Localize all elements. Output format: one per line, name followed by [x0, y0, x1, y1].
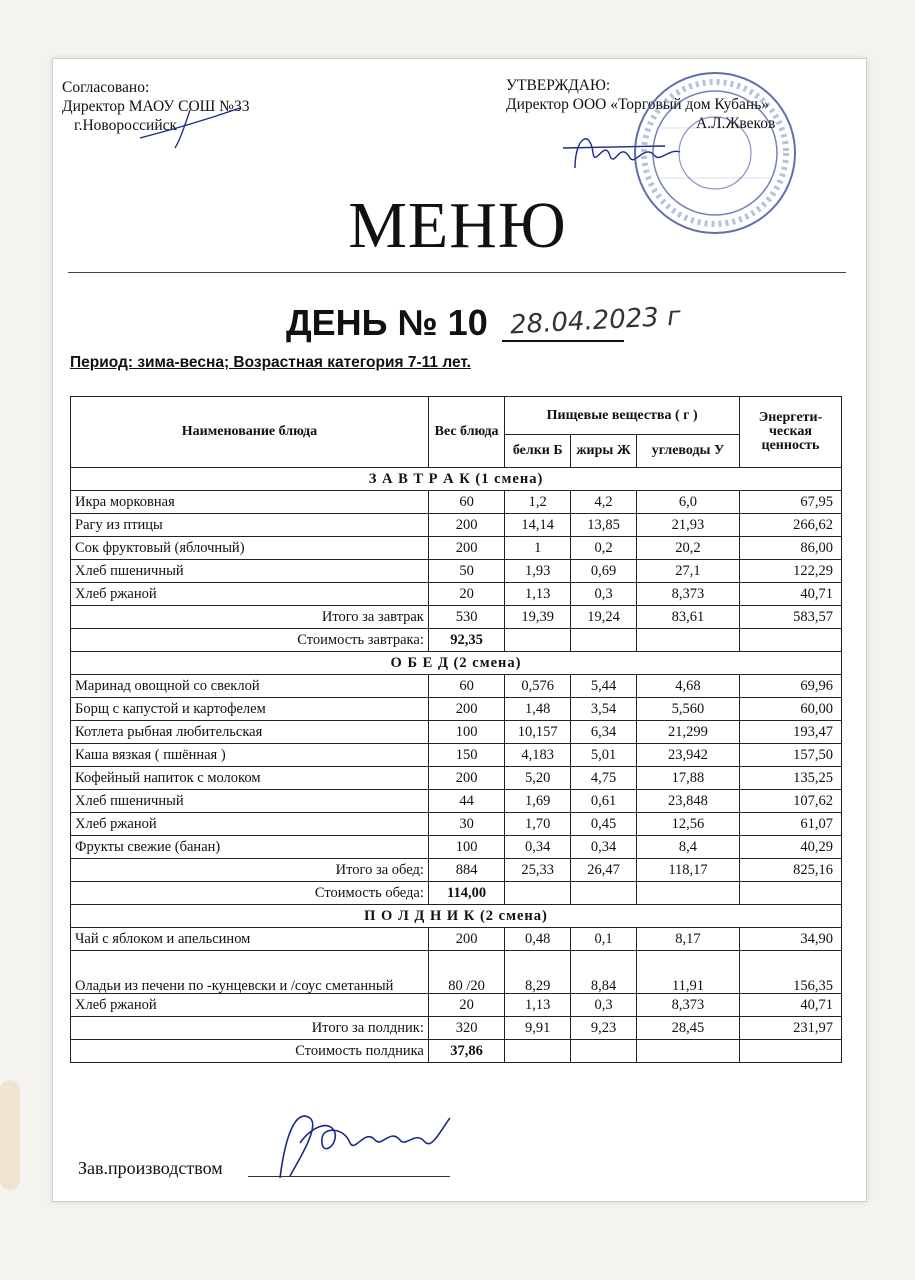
cell-value: 0,45	[571, 813, 637, 836]
empty-cell	[505, 629, 571, 652]
cell-value: 1,13	[505, 583, 571, 606]
cell-value: 135,25	[740, 767, 842, 790]
table-row	[71, 560, 842, 583]
snack-section-title: П О Л Д Н И К (2 смена)	[71, 905, 842, 928]
dish-name: Сок фруктовый (яблочный)	[71, 537, 429, 560]
empty-cell	[636, 1040, 739, 1063]
total-value: 25,33	[505, 859, 571, 882]
cell-value: 0,48	[505, 928, 571, 951]
empty-cell	[505, 882, 571, 905]
total-label: Итого за полдник:	[71, 1017, 429, 1040]
cell-value: 60	[428, 491, 504, 514]
cell-value: 21,93	[636, 514, 739, 537]
col-header-fat: жиры Ж	[571, 435, 637, 468]
page-title: МЕНЮ	[348, 189, 567, 262]
snack-total-row	[71, 1017, 842, 1040]
total-value: 19,39	[505, 606, 571, 629]
cost-label: Стоимость обеда:	[71, 882, 429, 905]
dish-name: Фрукты свежие (банан)	[71, 836, 429, 859]
cell-value: 5,44	[571, 675, 637, 698]
cell-value: 86,00	[740, 537, 842, 560]
dish-name: Хлеб ржаной	[71, 813, 429, 836]
total-value: 28,45	[636, 1017, 739, 1040]
breakfast-cost-row	[71, 629, 842, 652]
empty-cell	[505, 1040, 571, 1063]
footer-label: Зав.производством	[78, 1158, 223, 1178]
snack-section-row	[71, 905, 842, 928]
cell-value: 107,62	[740, 790, 842, 813]
empty-cell	[571, 1040, 637, 1063]
cell-value: 30	[428, 813, 504, 836]
cell-value: 8,84	[571, 951, 637, 994]
table-row	[71, 994, 842, 1017]
cell-value: 20	[428, 583, 504, 606]
left-signature	[130, 100, 260, 150]
cost-label: Стоимость полдника	[71, 1040, 429, 1063]
cost-label: Стоимость завтрака:	[71, 629, 429, 652]
cell-value: 100	[428, 836, 504, 859]
cost-value: 37,86	[428, 1040, 504, 1063]
cell-value: 4,75	[571, 767, 637, 790]
cell-value: 156,35	[740, 951, 842, 994]
header-row	[71, 397, 842, 435]
dish-name: Икра морковная	[71, 491, 429, 514]
title-divider	[68, 272, 846, 273]
col-header-nutrients: Пищевые вещества ( г )	[505, 397, 740, 435]
table-row	[71, 583, 842, 606]
empty-cell	[571, 882, 637, 905]
cell-value: 23,942	[636, 744, 739, 767]
footer-signature-line	[248, 1176, 450, 1177]
total-value: 320	[428, 1017, 504, 1040]
breakfast-total-row	[71, 606, 842, 629]
cell-value: 0,2	[571, 537, 637, 560]
cell-value: 44	[428, 790, 504, 813]
empty-cell	[571, 629, 637, 652]
table-row	[71, 767, 842, 790]
dish-name: Рагу из птицы	[71, 514, 429, 537]
dish-name: Хлеб пшеничный	[71, 560, 429, 583]
cell-value: 0,69	[571, 560, 637, 583]
cell-value: 13,85	[571, 514, 637, 537]
cell-value: 8,17	[636, 928, 739, 951]
cell-value: 200	[428, 537, 504, 560]
table-row	[71, 491, 842, 514]
col-header-energy: Энергети-ческая ценность	[740, 397, 842, 468]
cell-value: 50	[428, 560, 504, 583]
cell-value: 8,373	[636, 994, 739, 1017]
cell-value: 0,576	[505, 675, 571, 698]
cell-value: 40,71	[740, 994, 842, 1017]
table-row	[71, 928, 842, 951]
dish-name: Чай с яблоком и апельсином	[71, 928, 429, 951]
cell-value: 200	[428, 928, 504, 951]
snack-cost-row	[71, 1040, 842, 1063]
cell-value: 61,07	[740, 813, 842, 836]
cell-value: 17,88	[636, 767, 739, 790]
col-header-name: Наименование блюда	[71, 397, 429, 468]
cell-value: 0,3	[571, 583, 637, 606]
table-row	[71, 744, 842, 767]
approval-right-line3: А.Л.Жвеков	[696, 115, 776, 132]
cell-value: 4,68	[636, 675, 739, 698]
total-value: 884	[428, 859, 504, 882]
cell-value: 0,34	[505, 836, 571, 859]
cell-value: 10,157	[505, 721, 571, 744]
cell-value: 200	[428, 514, 504, 537]
total-label: Итого за завтрак	[71, 606, 429, 629]
cell-value: 67,95	[740, 491, 842, 514]
cell-value: 150	[428, 744, 504, 767]
cell-value: 20	[428, 994, 504, 1017]
approval-right-line2: Директор ООО «Торговый дом Кубань»	[506, 96, 770, 113]
cell-value: 40,29	[740, 836, 842, 859]
table-row	[71, 675, 842, 698]
cell-value: 11,91	[636, 951, 739, 994]
total-value: 9,23	[571, 1017, 637, 1040]
cost-value: 92,35	[428, 629, 504, 652]
total-value: 9,91	[505, 1017, 571, 1040]
table-row	[71, 790, 842, 813]
cell-value: 5,560	[636, 698, 739, 721]
dish-name: Кофейный напиток с молоком	[71, 767, 429, 790]
lunch-total-row	[71, 859, 842, 882]
approval-left-line1: Согласовано:	[62, 79, 150, 96]
cell-value: 8,373	[636, 583, 739, 606]
cell-value: 200	[428, 698, 504, 721]
day-label: ДЕНЬ № 10	[286, 302, 488, 343]
dish-name: Хлеб ржаной	[71, 994, 429, 1017]
empty-cell	[740, 629, 842, 652]
table-row	[71, 813, 842, 836]
cell-value: 1,48	[505, 698, 571, 721]
period-line: Период: зима-весна; Возрастная категория 7-11 лет.	[70, 354, 471, 371]
production-head-signature	[250, 1098, 460, 1198]
cell-value: 20,2	[636, 537, 739, 560]
total-value: 118,17	[636, 859, 739, 882]
approval-left-line2: Директор МАОУ СОШ №33	[62, 98, 250, 115]
cell-value: 4,183	[505, 744, 571, 767]
dish-name: Котлета рыбная любительская	[71, 721, 429, 744]
approval-right-line1: УТВЕРЖДАЮ:	[506, 77, 611, 94]
cell-value: 4,2	[571, 491, 637, 514]
total-value: 825,16	[740, 859, 842, 882]
cell-value: 1,93	[505, 560, 571, 583]
cell-value: 0,3	[571, 994, 637, 1017]
dish-name: Хлеб ржаной	[71, 583, 429, 606]
menu-table	[70, 396, 842, 1063]
cell-value: 200	[428, 767, 504, 790]
cell-value: 14,14	[505, 514, 571, 537]
col-header-protein: белки Б	[505, 435, 571, 468]
table-row	[71, 698, 842, 721]
cell-value: 1,69	[505, 790, 571, 813]
cell-value: 266,62	[740, 514, 842, 537]
cell-value: 100	[428, 721, 504, 744]
cell-value: 157,50	[740, 744, 842, 767]
cell-value: 80 /20	[428, 951, 504, 994]
col-header-weight: Вес блюда	[428, 397, 504, 468]
empty-cell	[740, 882, 842, 905]
menu-table-body	[71, 468, 842, 1063]
total-value: 583,57	[740, 606, 842, 629]
breakfast-section-row	[71, 468, 842, 491]
table-row	[71, 721, 842, 744]
col-header-carbs: углеводы У	[636, 435, 739, 468]
cell-value: 60,00	[740, 698, 842, 721]
table-row	[71, 951, 842, 994]
cost-value: 114,00	[428, 882, 504, 905]
cell-value: 8,29	[505, 951, 571, 994]
dish-name: Маринад овощной со свеклой	[71, 675, 429, 698]
lunch-section-title: О Б Е Д (2 смена)	[71, 652, 842, 675]
empty-cell	[636, 629, 739, 652]
cell-value: 1	[505, 537, 571, 560]
total-value: 530	[428, 606, 504, 629]
cell-value: 69,96	[740, 675, 842, 698]
total-value: 19,24	[571, 606, 637, 629]
cell-value: 21,299	[636, 721, 739, 744]
total-value: 83,61	[636, 606, 739, 629]
cell-value: 34,90	[740, 928, 842, 951]
cell-value: 12,56	[636, 813, 739, 836]
cell-value: 0,34	[571, 836, 637, 859]
cell-value: 60	[428, 675, 504, 698]
breakfast-section-title: З А В Т Р А К (1 смена)	[71, 468, 842, 491]
cell-value: 40,71	[740, 583, 842, 606]
cell-value: 6,0	[636, 491, 739, 514]
dish-name: Каша вязкая ( пшённая )	[71, 744, 429, 767]
cell-value: 193,47	[740, 721, 842, 744]
cell-value: 5,01	[571, 744, 637, 767]
paper-stain	[0, 1080, 20, 1190]
total-value: 231,97	[740, 1017, 842, 1040]
table-row	[71, 537, 842, 560]
day-date-handwritten: 28.04.2023 г	[509, 301, 682, 341]
cell-value: 8,4	[636, 836, 739, 859]
lunch-cost-row	[71, 882, 842, 905]
cell-value: 23,848	[636, 790, 739, 813]
lunch-section-row	[71, 652, 842, 675]
dish-name: Борщ с капустой и картофелем	[71, 698, 429, 721]
cell-value: 122,29	[740, 560, 842, 583]
cell-value: 1,70	[505, 813, 571, 836]
cell-value: 5,20	[505, 767, 571, 790]
approval-left-line3: г.Новороссийск	[74, 117, 178, 134]
table-row	[71, 514, 842, 537]
cell-value: 1,2	[505, 491, 571, 514]
cell-value: 0,1	[571, 928, 637, 951]
empty-cell	[636, 882, 739, 905]
cell-value: 0,61	[571, 790, 637, 813]
cell-value: 27,1	[636, 560, 739, 583]
empty-cell	[740, 1040, 842, 1063]
dish-name: Хлеб пшеничный	[71, 790, 429, 813]
dish-name: Оладьи из печени по -кунцевски и /соус сметанный	[71, 951, 429, 994]
cell-value: 1,13	[505, 994, 571, 1017]
cell-value: 6,34	[571, 721, 637, 744]
cell-value: 3,54	[571, 698, 637, 721]
table-row	[71, 836, 842, 859]
total-value: 26,47	[571, 859, 637, 882]
day-date-underline	[502, 340, 624, 342]
total-label: Итого за обед:	[71, 859, 429, 882]
